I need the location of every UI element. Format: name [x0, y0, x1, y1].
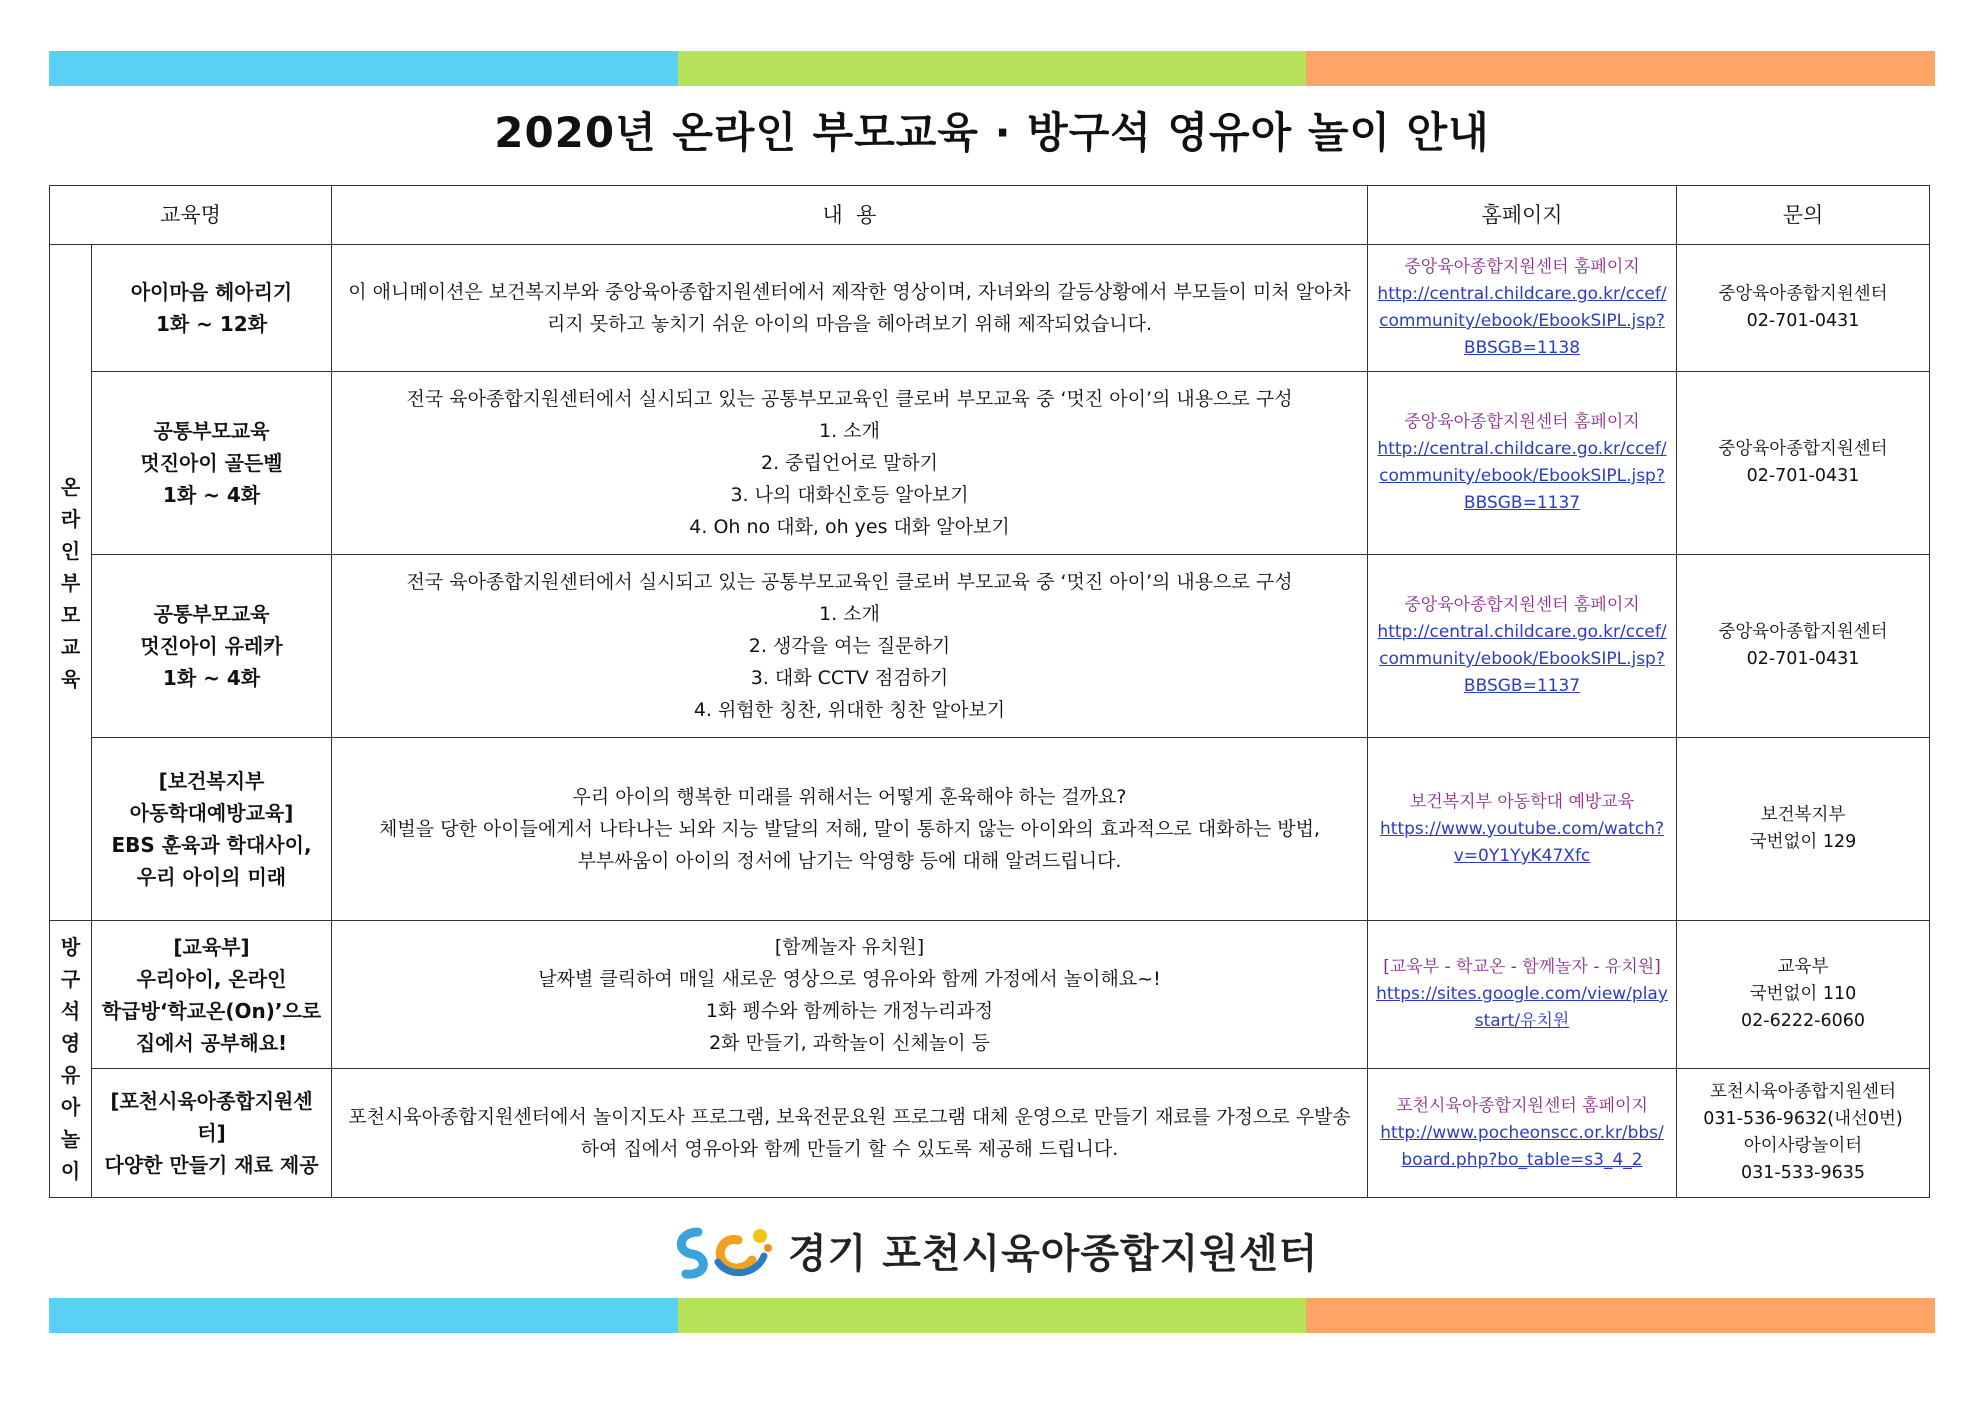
page-title: 2020년 온라인 부모교육 · 방구석 영유아 놀이 안내 — [494, 108, 1490, 157]
contact-line: 중앙육아종합지원센터 — [1718, 284, 1888, 304]
content-line: 4. 위험한 칭찬, 위대한 칭찬 알아보기 — [693, 699, 1006, 721]
homepage-label: [교육부 - 학교온 - 함께놀자 - 유치원] — [1383, 957, 1661, 977]
header-homepage: 홈페이지 — [1368, 186, 1677, 245]
homepage-link[interactable]: https://sites.google.com/view/playstart/유치원 — [1376, 984, 1668, 1031]
group-label-char: 교 — [60, 634, 81, 659]
program-name-line: [포천시육아종합지원센터] — [110, 1089, 313, 1145]
contact-cell — [1677, 1069, 1930, 1198]
homepage-cell — [1368, 738, 1677, 921]
group-label-char: 영 — [60, 1031, 81, 1055]
content-cell — [332, 555, 1368, 738]
homepage-link[interactable]: http://central.childcare.go.kr/ccef/community/ebook/EbookSIPL.jsp?BBSGB=1137 — [1377, 439, 1667, 513]
content-cell — [332, 1069, 1368, 1198]
homepage-link[interactable]: https://www.youtube.com/watch?v=0Y1YyK47Xfc — [1380, 818, 1665, 866]
homepage-label: 중앙육아종합지원센터 홈페이지 — [1404, 595, 1640, 615]
contact-line: 02-6222-6060 — [1741, 1011, 1865, 1031]
group-label-char: 이 — [60, 1159, 81, 1183]
group-label-char: 구 — [60, 967, 81, 991]
program-name-line: 다양한 만들기 재료 제공 — [104, 1153, 319, 1177]
contact-line: 교육부 — [1777, 957, 1829, 977]
table-row — [50, 738, 1930, 921]
top-color-bar — [49, 51, 1935, 86]
homepage-link[interactable]: http://central.childcare.go.kr/ccef/community/ebook/EbookSIPL.jsp?BBSGB=1137 — [1377, 622, 1667, 696]
group-online-parent-education — [50, 245, 92, 921]
program-name-line: 1화 ~ 4화 — [162, 666, 261, 690]
contact-line: 국번없이 110 — [1749, 984, 1857, 1004]
program-name-line: EBS 훈육과 학대사이, — [111, 833, 312, 857]
program-name-line: 멋진아이 유레카 — [140, 634, 283, 658]
homepage-label: 중앙육아종합지원센터 홈페이지 — [1404, 412, 1640, 432]
homepage-label: 중앙육아종합지원센터 홈페이지 — [1404, 257, 1640, 277]
homepage-label: 보건복지부 아동학대 예방교육 — [1409, 791, 1635, 812]
program-name-line: 아이마음 헤아리기 — [130, 280, 293, 304]
content-cell — [332, 738, 1368, 921]
group-home-infant-play — [50, 921, 92, 1198]
bottom-color-bar — [49, 1298, 1935, 1333]
table-row — [50, 372, 1930, 555]
table-row — [50, 555, 1930, 738]
program-name-line: 멋진아이 골든벨 — [140, 451, 283, 475]
group-label-char: 유 — [60, 1063, 81, 1087]
group-label-char: 놀 — [60, 1127, 81, 1151]
program-name-cell — [92, 245, 332, 372]
content-line: 이 애니메이션은 보건복지부와 중앙육아종합지원센터에서 제작한 영상이며, 자녀와의 갈등상황에서 부모들이 미처 알아차리지 못하고 놓치기 쉬운 아이의 마음을 헤아려보기 위해 제작되었습니다. — [348, 281, 1351, 335]
program-name-line: 아동학대예방교육] — [129, 801, 294, 825]
group-label-char: 아 — [60, 1095, 81, 1119]
bar-segment-green — [678, 51, 1307, 86]
homepage-cell — [1368, 1069, 1677, 1198]
center-logo-text: 경기 포천시육아종합지원센터 — [788, 1230, 1319, 1277]
content-line: 1. 소개 — [819, 420, 880, 442]
table-row — [50, 1069, 1930, 1198]
content-line: 2. 생각을 여는 질문하기 — [748, 635, 951, 657]
homepage-cell — [1368, 555, 1677, 738]
program-name-line: 공통부모교육 — [153, 602, 270, 626]
bar-segment-green — [678, 1298, 1307, 1333]
content-line: 1화 펭수와 함께하는 개정누리과정 — [705, 999, 994, 1022]
content-cell — [332, 921, 1368, 1069]
content-line: 우리 아이의 행복한 미래를 위해서는 어떻게 훈육해야 하는 걸까요? — [572, 786, 1127, 808]
program-name-line: [교육부] — [173, 934, 250, 959]
content-line: 날짜별 클릭하여 매일 새로운 영상으로 영유아와 함께 가정에서 놀이해요~! — [538, 967, 1161, 990]
homepage-cell — [1368, 372, 1677, 555]
program-name-line: [보건복지부 — [158, 769, 265, 793]
contact-line: 02-701-0431 — [1746, 466, 1860, 486]
content-line: 체벌을 당한 아이들에게서 나타나는 뇌와 지능 발달의 저해, 말이 통하지 않는 아이와의 효과적으로 대화하는 방법, — [379, 818, 1320, 840]
program-name-cell — [92, 1069, 332, 1198]
header-contact: 문의 — [1677, 186, 1930, 245]
content-line: 부부싸움이 아이의 정서에 남기는 악영향 등에 대해 알려드립니다. — [577, 850, 1122, 872]
homepage-cell — [1368, 921, 1677, 1069]
bar-segment-orange — [1306, 1298, 1935, 1333]
contact-line: 포천시육아종합지원센터 — [1710, 1082, 1896, 1102]
content-cell — [332, 245, 1368, 372]
contact-line: 031-533-9635 — [1741, 1163, 1865, 1183]
contact-line: 02-701-0431 — [1746, 311, 1860, 331]
program-table — [49, 185, 1930, 1198]
contact-line: 국번없이 129 — [1749, 832, 1857, 852]
group-label-char: 육 — [60, 666, 81, 691]
group-label-char: 온 — [60, 474, 81, 499]
header-program-name: 교육명 — [50, 186, 332, 245]
homepage-cell — [1368, 245, 1677, 372]
group-label-char: 인 — [60, 538, 81, 563]
group-label-char: 석 — [60, 999, 81, 1023]
program-name-line: 우리아이, 온라인 — [136, 966, 287, 991]
header-content: 내 용 — [332, 186, 1368, 245]
content-line: [함께놀자 유치원] — [774, 935, 925, 958]
program-name-cell — [92, 921, 332, 1069]
content-cell — [332, 372, 1368, 555]
contact-cell — [1677, 555, 1930, 738]
contact-line: 02-701-0431 — [1746, 649, 1860, 669]
group-label-char: 모 — [60, 602, 81, 627]
contact-cell — [1677, 738, 1930, 921]
contact-line: 중앙육아종합지원센터 — [1718, 439, 1888, 459]
content-line: 2화 만들기, 과학놀이 신체놀이 등 — [709, 1031, 990, 1054]
group-label-char: 부 — [60, 570, 81, 595]
homepage-link[interactable]: http://central.childcare.go.kr/ccef/community/ebook/EbookSIPL.jsp?BBSGB=1138 — [1377, 284, 1667, 358]
contact-line: 중앙육아종합지원센터 — [1718, 622, 1888, 642]
contact-line: 보건복지부 — [1760, 805, 1846, 825]
group-label-char: 라 — [60, 506, 81, 531]
contact-line: 031-536-9632(내선0번) — [1703, 1109, 1903, 1129]
contact-cell — [1677, 245, 1930, 372]
homepage-label: 포천시육아종합지원센터 홈페이지 — [1396, 1095, 1648, 1116]
program-name-cell — [92, 555, 332, 738]
contact-line: 아이사랑놀이터 — [1743, 1136, 1863, 1156]
content-line: 전국 육아종합지원센터에서 실시되고 있는 공통부모교육인 클로버 부모교육 중 ‘멋진 아이’의 내용으로 구성 — [406, 571, 1293, 593]
center-logo-icon — [668, 1218, 778, 1282]
program-name-cell — [92, 738, 332, 921]
content-line: 포천시육아종합지원센터에서 놀이지도사 프로그램, 보육전문요원 프로그램 대체 운영으로 만들기 재료를 가정으로 우발송하여 집에서 영유아와 함께 만들기 할 수 있도록 제공해 드립니다. — [348, 1106, 1351, 1160]
content-line: 4. Oh no 대화, oh yes 대화 알아보기 — [689, 516, 1010, 538]
program-name-line: 학급방‘학교온(On)’으로 — [101, 998, 322, 1023]
table-header-row — [50, 186, 1930, 245]
program-name-line: 공통부모교육 — [153, 419, 270, 443]
table-row — [50, 921, 1930, 1069]
bar-segment-orange — [1306, 51, 1935, 86]
group-label-char: 방 — [60, 935, 81, 959]
bar-segment-blue — [49, 51, 678, 86]
content-line: 2. 중립언어로 말하기 — [760, 452, 939, 474]
contact-cell — [1677, 921, 1930, 1069]
bar-segment-blue — [49, 1298, 678, 1333]
center-logo — [668, 1218, 1318, 1282]
contact-cell — [1677, 372, 1930, 555]
content-line: 1. 소개 — [819, 603, 880, 625]
table-row — [50, 245, 1930, 372]
program-name-line: 우리 아이의 미래 — [136, 865, 287, 889]
program-name-line: 1화 ~ 4화 — [162, 483, 261, 507]
program-name-line: 1화 ~ 12화 — [155, 312, 268, 336]
program-name-cell — [92, 372, 332, 555]
content-line: 전국 육아종합지원센터에서 실시되고 있는 공통부모교육인 클로버 부모교육 중 ‘멋진 아이’의 내용으로 구성 — [406, 388, 1293, 410]
homepage-link[interactable]: http://www.pocheonscc.or.kr/bbs/board.php?bo_table=s3_4_2 — [1380, 1122, 1664, 1170]
content-line: 3. 대화 CCTV 점검하기 — [750, 667, 949, 689]
content-line: 3. 나의 대화신호등 알아보기 — [730, 484, 969, 506]
program-name-line: 집에서 공부해요! — [135, 1030, 288, 1055]
